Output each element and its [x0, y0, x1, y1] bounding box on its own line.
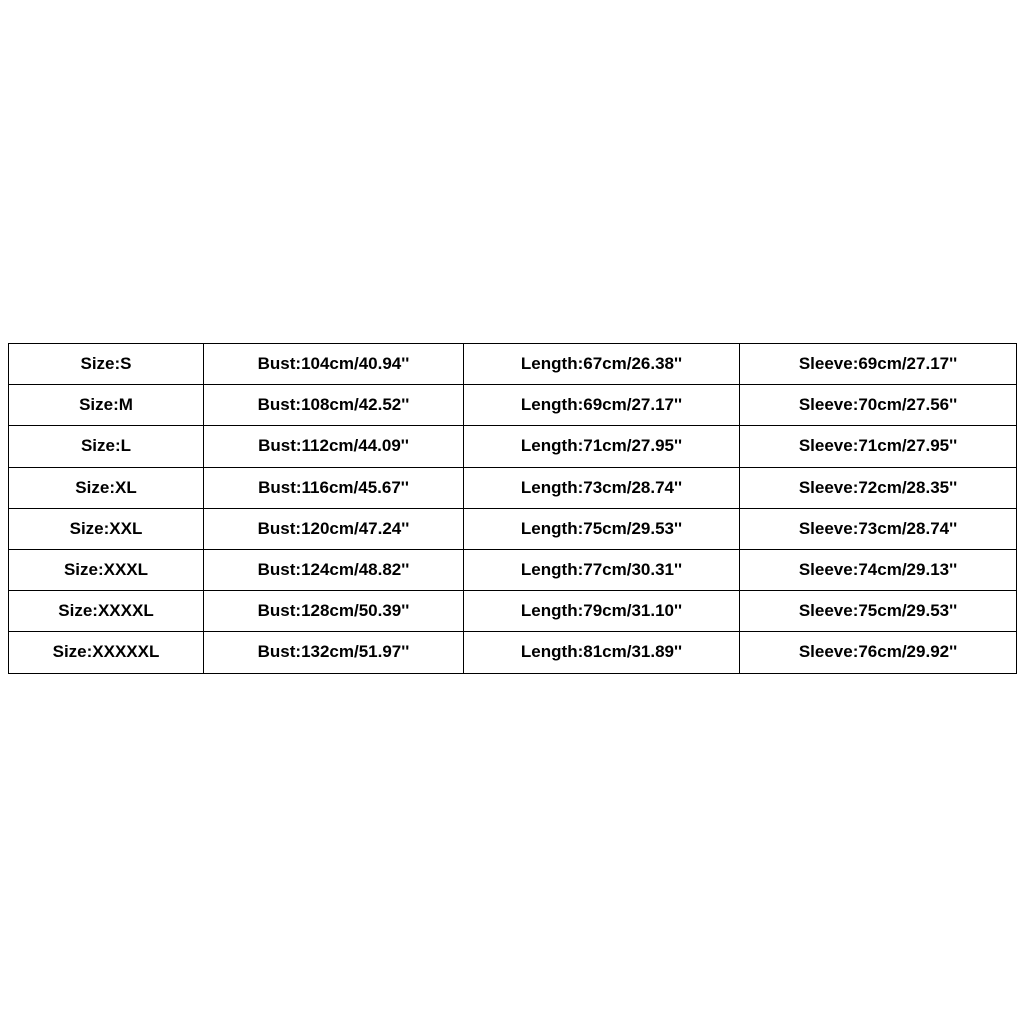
bust-cell: Bust:112cm/44.09''	[204, 426, 464, 467]
table-row	[9, 508, 1017, 549]
sleeve-cell: Sleeve:71cm/27.95''	[740, 426, 1017, 467]
length-cell: Length:71cm/27.95''	[464, 426, 740, 467]
length-cell: Length:79cm/31.10''	[464, 591, 740, 632]
sleeve-cell: Sleeve:72cm/28.35''	[740, 467, 1017, 508]
size-cell: Size:XXXXXL	[9, 632, 204, 673]
bust-cell: Bust:116cm/45.67''	[204, 467, 464, 508]
sleeve-cell: Sleeve:76cm/29.92''	[740, 632, 1017, 673]
length-cell: Length:77cm/30.31''	[464, 549, 740, 590]
sleeve-cell: Sleeve:70cm/27.56''	[740, 385, 1017, 426]
size-cell: Size:M	[9, 385, 204, 426]
size-cell: Size:XL	[9, 467, 204, 508]
sleeve-cell: Sleeve:75cm/29.53''	[740, 591, 1017, 632]
table-row	[9, 385, 1017, 426]
sleeve-cell: Sleeve:69cm/27.17''	[740, 344, 1017, 385]
size-cell: Size:XXXXL	[9, 591, 204, 632]
table-row	[9, 344, 1017, 385]
size-cell: Size:XXL	[9, 508, 204, 549]
table-row	[9, 591, 1017, 632]
table-row	[9, 467, 1017, 508]
bust-cell: Bust:120cm/47.24''	[204, 508, 464, 549]
table-row	[9, 549, 1017, 590]
bust-cell: Bust:104cm/40.94''	[204, 344, 464, 385]
size-chart-table	[8, 343, 1017, 674]
sleeve-cell: Sleeve:74cm/29.13''	[740, 549, 1017, 590]
size-cell: Size:S	[9, 344, 204, 385]
size-cell: Size:XXXL	[9, 549, 204, 590]
length-cell: Length:73cm/28.74''	[464, 467, 740, 508]
bust-cell: Bust:108cm/42.52''	[204, 385, 464, 426]
length-cell: Length:75cm/29.53''	[464, 508, 740, 549]
length-cell: Length:81cm/31.89''	[464, 632, 740, 673]
size-cell: Size:L	[9, 426, 204, 467]
table-row	[9, 632, 1017, 673]
sleeve-cell: Sleeve:73cm/28.74''	[740, 508, 1017, 549]
table-row	[9, 426, 1017, 467]
bust-cell: Bust:124cm/48.82''	[204, 549, 464, 590]
bust-cell: Bust:132cm/51.97''	[204, 632, 464, 673]
bust-cell: Bust:128cm/50.39''	[204, 591, 464, 632]
length-cell: Length:67cm/26.38''	[464, 344, 740, 385]
length-cell: Length:69cm/27.17''	[464, 385, 740, 426]
